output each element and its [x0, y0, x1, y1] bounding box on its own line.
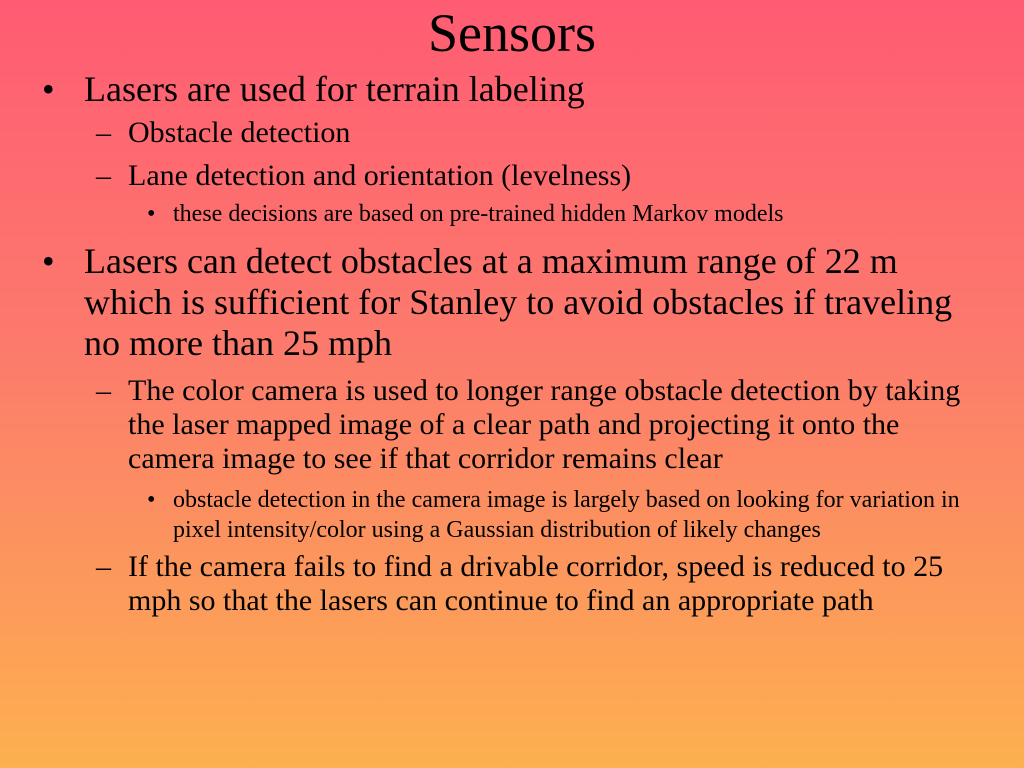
bullet-level2-item — [96, 374, 990, 476]
bullet-text: If the camera fails to find a drivable corridor, speed is reduced to 25 mph so that the lasers can continue to find an appropriate path — [128, 550, 944, 617]
bullet-marker-icon: • — [147, 487, 156, 513]
bullet-level2-item — [96, 159, 990, 193]
bullet-level3-item — [147, 485, 973, 545]
bullet-level3-item — [147, 199, 973, 229]
bullet-text: obstacle detection in the camera image is largely based on looking for variation in pixel intensity/color using a Gaussian distribution of likely changes — [173, 487, 960, 543]
bullet-text: Obstacle detection — [128, 116, 351, 149]
bullet-level1-item — [42, 69, 974, 110]
bullet-text: Lasers can detect obstacles at a maximum range of 22 m which is sufficient for Stanley to avoid obstacles if traveling no more than 25 mph — [84, 241, 953, 363]
bullet-marker-icon: • — [42, 69, 55, 109]
bullet-level2-item — [96, 550, 990, 618]
bullet-list — [0, 68, 1024, 618]
bullet-text: Lasers are used for terrain labeling — [84, 69, 585, 109]
dash-marker-icon: – — [96, 374, 111, 407]
slide-title: Sensors — [427, 3, 596, 63]
bullet-text: The color camera is used to longer range obstacle detection by taking the laser mapped image of a clear path and projecting it onto the camera image to see if that corridor remains clear — [128, 374, 961, 475]
bullet-level1-item — [42, 241, 974, 364]
dash-marker-icon: – — [96, 159, 111, 192]
bullet-text: Lane detection and orientation (levelness) — [128, 159, 632, 192]
dash-marker-icon: – — [96, 550, 111, 583]
bullet-level2-item — [96, 116, 990, 150]
dash-marker-icon: – — [96, 116, 111, 149]
bullet-marker-icon: • — [42, 241, 55, 281]
bullet-text: these decisions are based on pre-trained hidden Markov models — [173, 201, 784, 227]
bullet-marker-icon: • — [147, 201, 156, 227]
